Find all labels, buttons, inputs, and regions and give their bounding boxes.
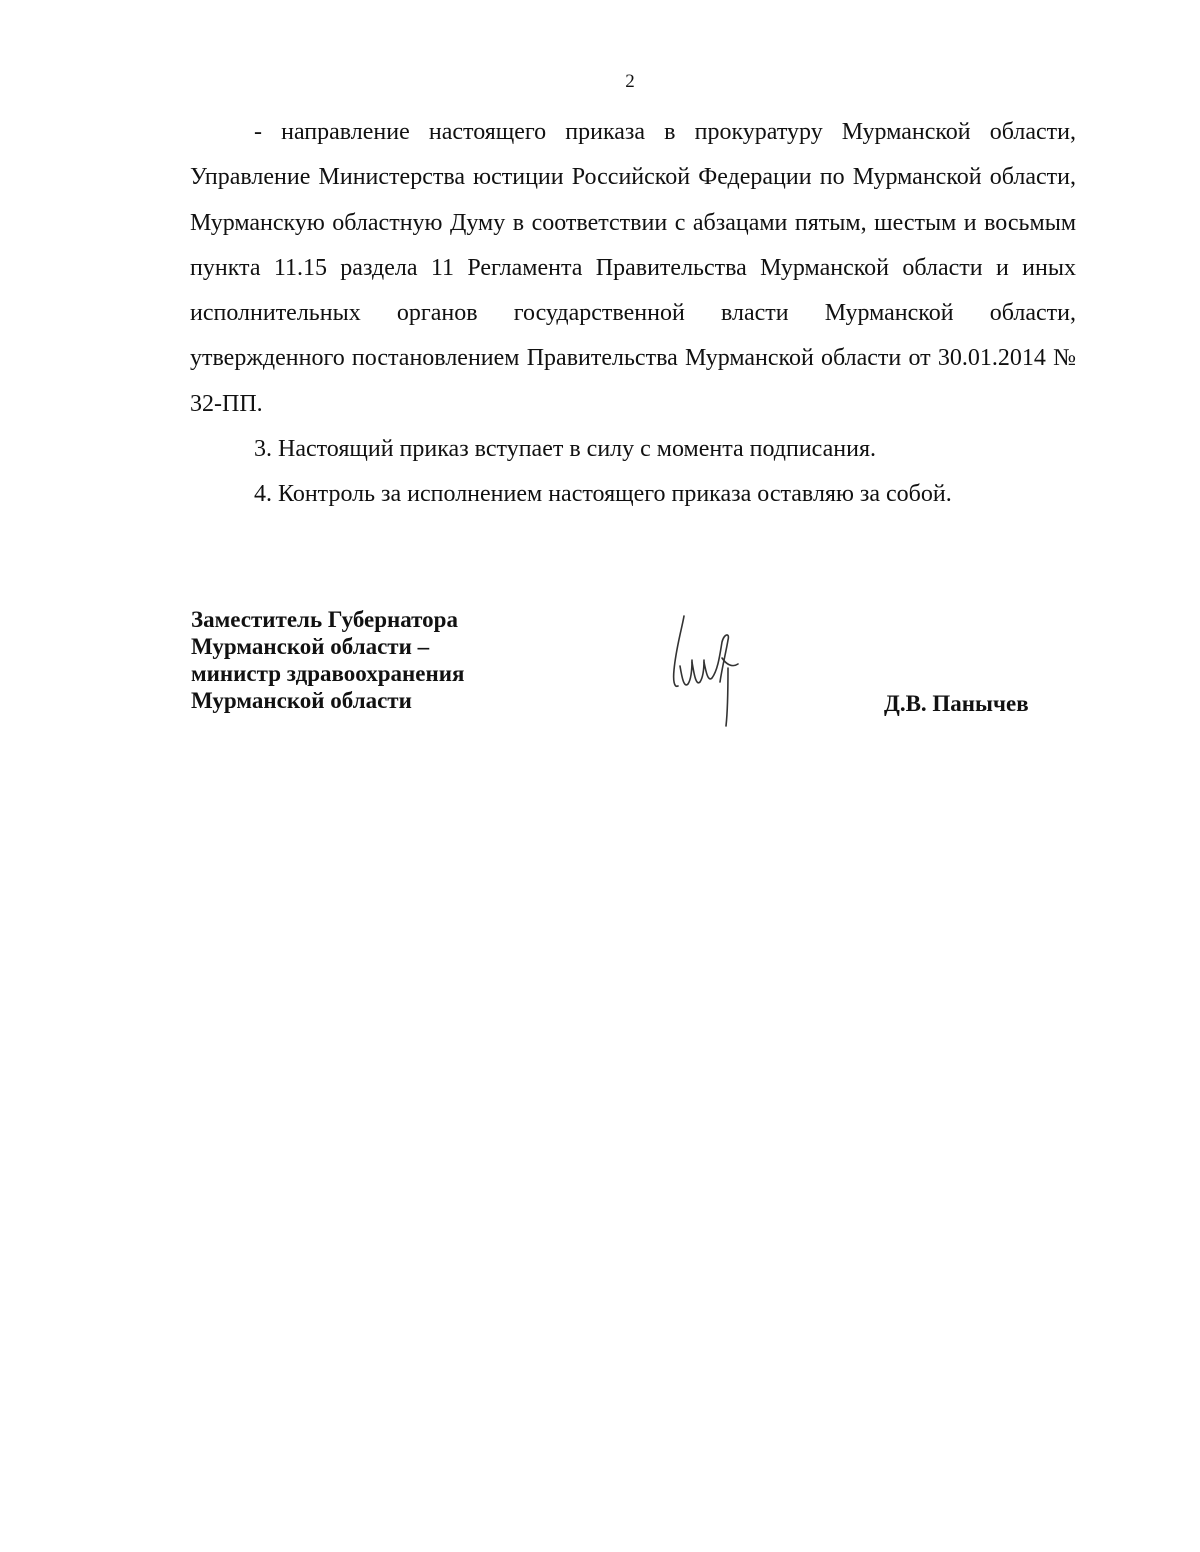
position-line: Мурманской области – [191,634,430,659]
position-line: Мурманской области [191,688,412,713]
paragraph-effective-date: 3. Настоящий приказ вступает в силу с момента подписания. [254,436,877,463]
signatory-name: Д.В. Панычев [884,691,1029,716]
paragraph-distribution: - направление настоящего приказа в прокуратуру Мурманской области, Управление Министерства юстиции Российской Федерации по Мурманской области, Мурманскую областную Думу в соответствии с абзацами пятым, шестым и восьмым пункта 11.15 раздела 11 Регламента Правительства Мурманской области и иных исполнительных органов государственной власти Мурманской области, утвержденного постановлением Правительства Мурманской области от 30.01.2014 № 32-ПП. [190,119,1076,417]
paragraph-control: 4. Контроль за исполнением настоящего приказа оставляю за собой. [254,481,952,508]
position-line: Заместитель Губернатора [191,607,458,632]
document-body [190,110,1076,518]
handwritten-signature-icon [646,608,766,728]
page-number: 2 [625,71,635,92]
position-line: министр здравоохранения [191,661,465,686]
signatory-position [191,606,521,714]
